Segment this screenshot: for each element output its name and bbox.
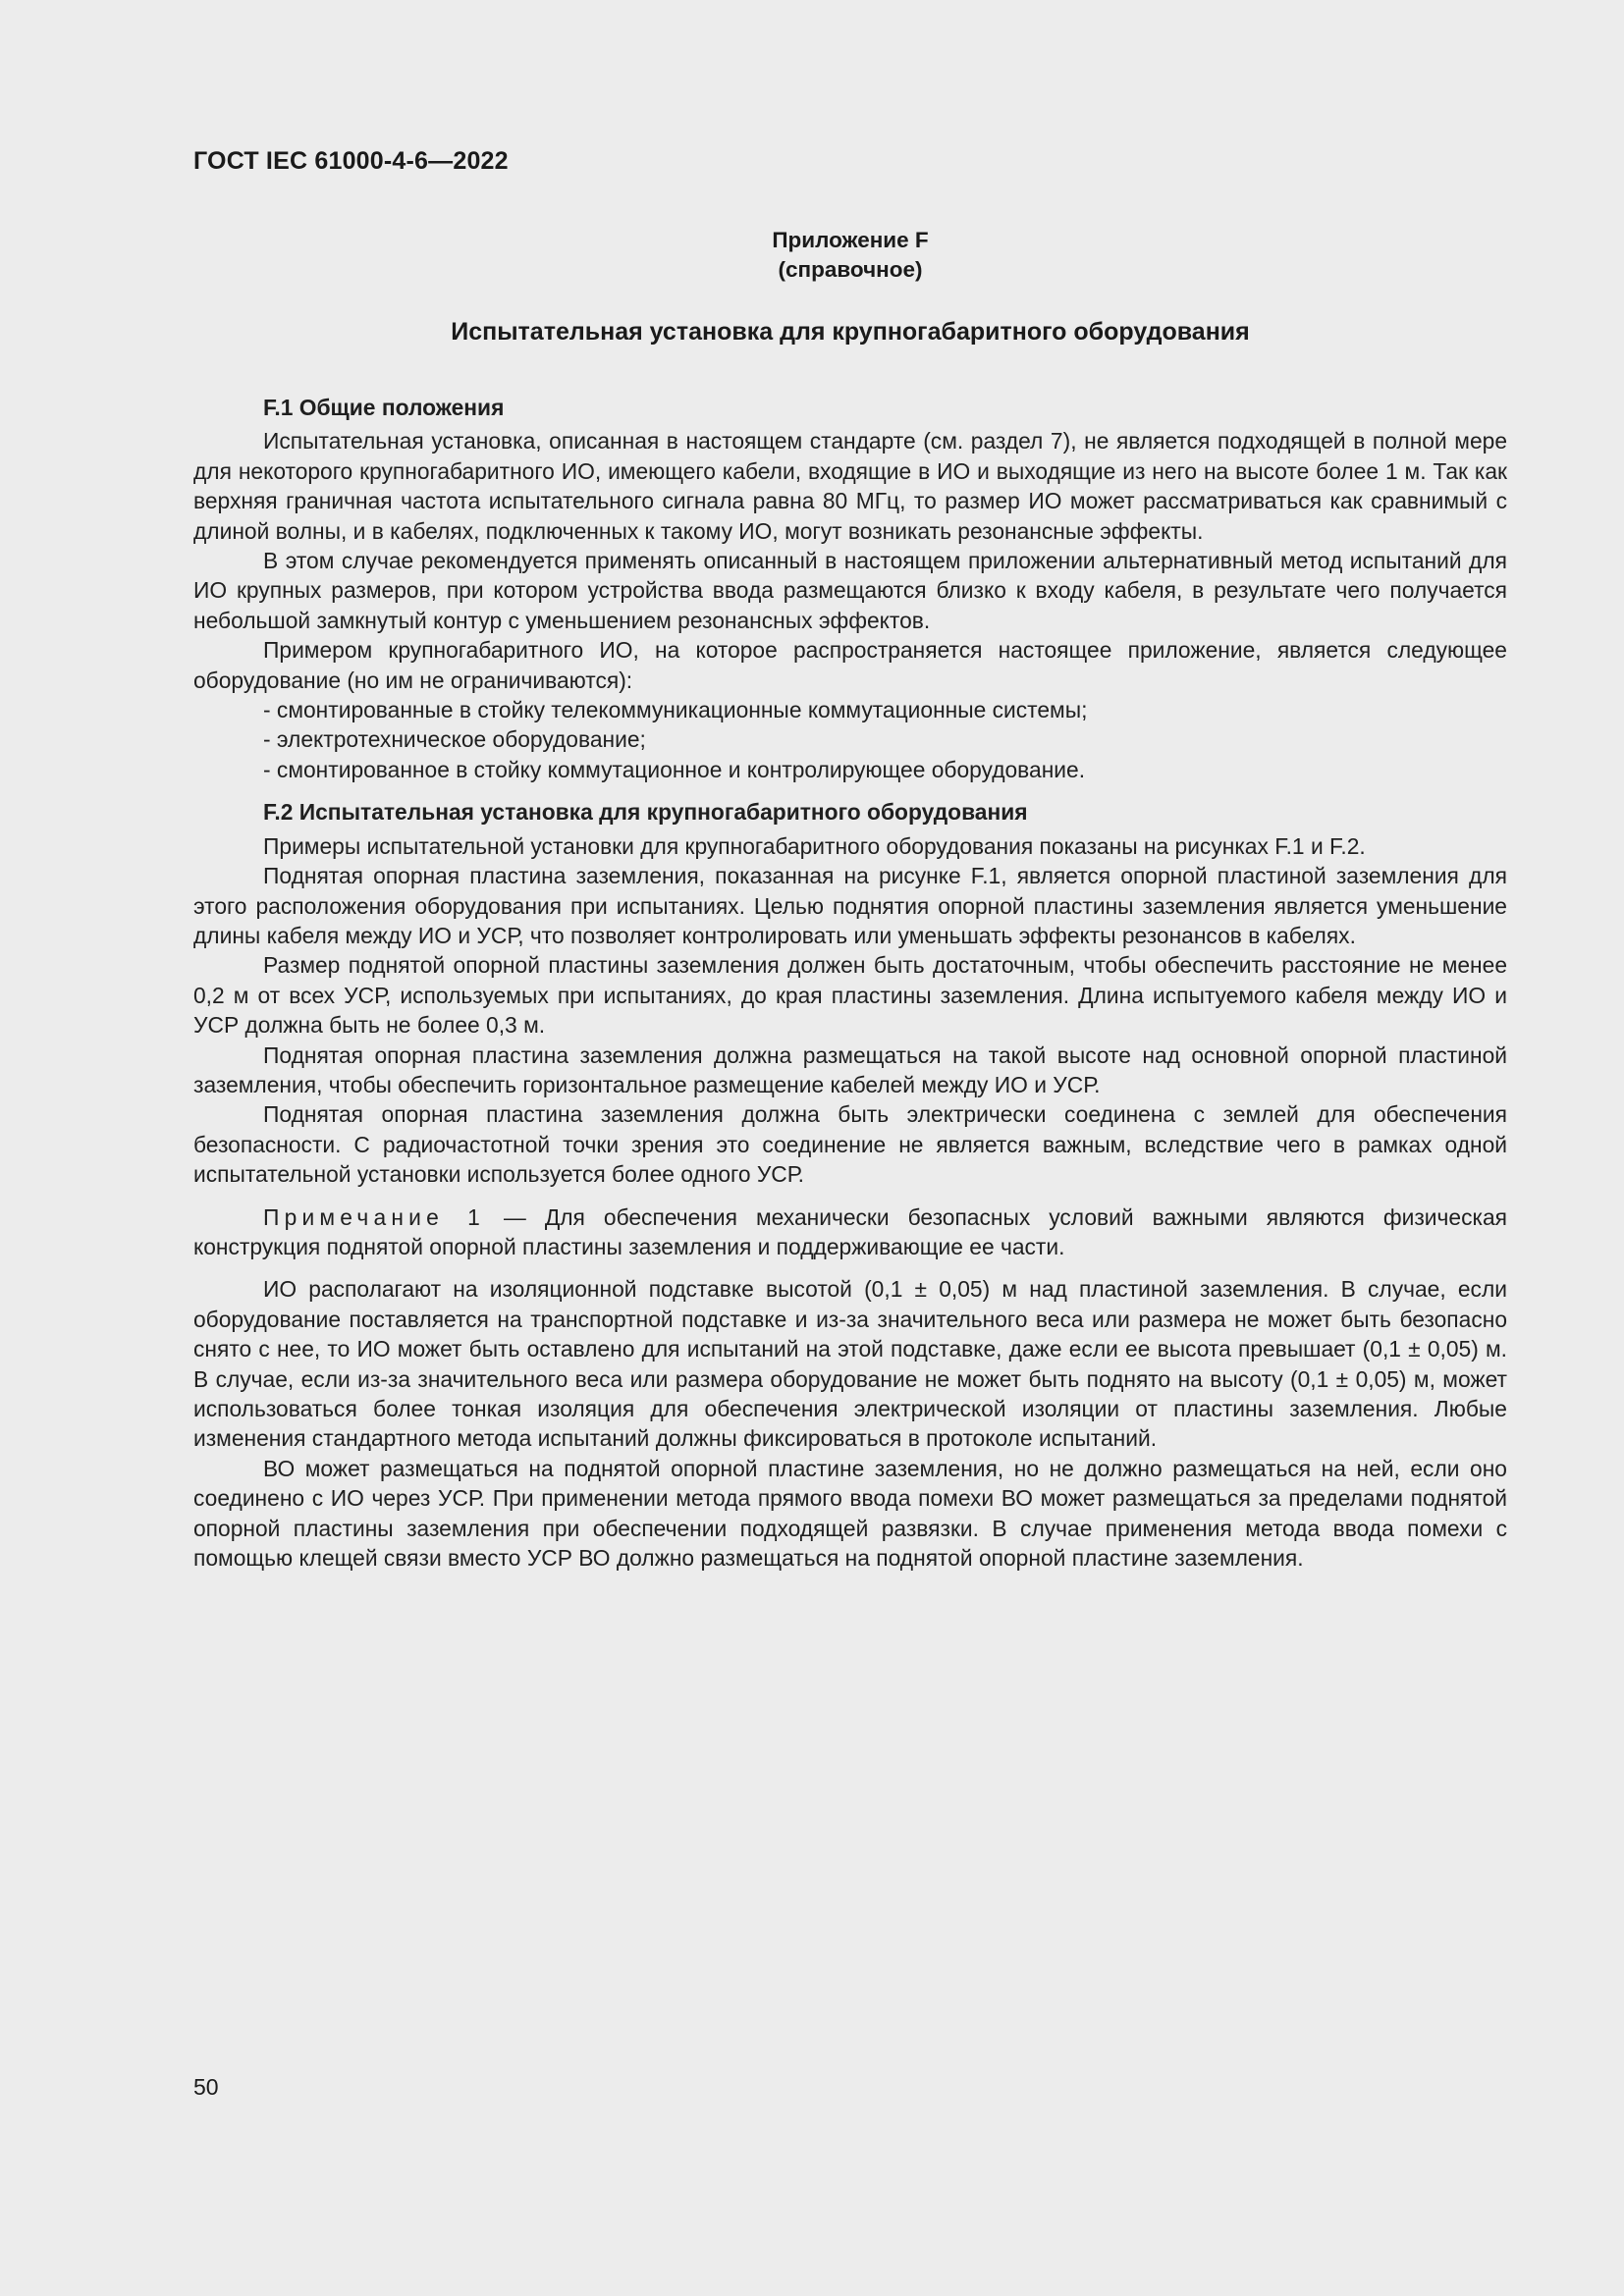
- appendix-heading: [193, 226, 1507, 285]
- section-f1-paragraph-1: Испытательная установка, описанная в настоящем стандарте (см. раздел 7), не является подходящей в полной мере для некоторого крупногабаритного ИО, имеющего кабели, входящие в ИО и выходящие из него на высоте более 1 м. Так как верхняя граничная частота испытательного сигнала равна 80 МГц, то размер ИО может рассматриваться как сравнимый с длиной волны, и в кабелях, подключенных к такому ИО, могут возникать резонансные эффекты.: [193, 428, 1507, 544]
- appendix-title: Испытательная установка для крупногабаритного оборудования: [451, 318, 1250, 346]
- section-f2-paragraph-3: Размер поднятой опорной пластины заземления должен быть достаточным, чтобы обеспечить расстояние не менее 0,2 м от всех УСР, используемых при испытаниях, до края пластины заземления. Длина испытуемого кабеля между ИО и УСР должна быть не более 0,3 м.: [193, 952, 1507, 1039]
- list-item: - смонтированные в стойку телекоммуникационные коммутационные системы;: [263, 697, 1088, 723]
- section-f1-paragraph-3: Примером крупногабаритного ИО, на которое распространяется настоящее приложение, является следующее оборудование (но им не ограничиваются):: [193, 637, 1507, 693]
- appendix-label: Приложение F: [772, 228, 929, 252]
- section-f1-paragraph-2: В этом случае рекомендуется применять описанный в настоящем приложении альтернативный метод испытаний для ИО крупных размеров, при котором устройства ввода размещаются близко к входу кабеля, в результате чего получается небольшой замкнутый контур с уменьшением резонансных эффектов.: [193, 548, 1507, 633]
- list-item: - электротехническое оборудование;: [263, 726, 646, 753]
- section-f2-paragraph-5: Поднятая опорная пластина заземления должна быть электрически соединена с землей для обеспечения безопасности. С радиочастотной точки зрения это соединение не является важным, вследствие чего в рамках одной испытательной установки используется более одного УСР.: [193, 1101, 1507, 1188]
- note-1: [193, 1202, 1507, 1262]
- document-page: [193, 0, 1507, 2296]
- document-body: [193, 393, 1507, 1573]
- note-text: — Для обеспечения механически безопасных условий важными являются физическая конструкция поднятой опорной пластины заземления и поддерживающие ее части.: [193, 1203, 1507, 1259]
- appendix-type: (справочное): [778, 257, 923, 282]
- document-code-header: ГОСТ IEC 61000-4-6—2022: [193, 147, 509, 175]
- section-f2-paragraph-1: Примеры испытательной установки для крупногабаритного оборудования показаны на рисунках F.1 и F.2.: [263, 832, 1366, 859]
- section-f2-heading: F.2 Испытательная установка для крупногабаритного оборудования: [263, 799, 1028, 826]
- page-number: 50: [193, 2074, 219, 2100]
- section-f1-heading: F.1 Общие положения: [263, 395, 505, 420]
- section-f2-paragraph-7: ВО может размещаться на поднятой опорной пластине заземления, но не должно размещаться на ней, если оно соединено с ИО через УСР. При применении метода прямого ввода помехи ВО может размещаться за пределами поднятой опорной пластины заземления при обеспечении подходящей развязки. В случае применения метода ввода помехи с помощью клещей связи вместо УСР ВО должно размещаться на поднятой опорной пластине заземления.: [193, 1455, 1507, 1572]
- section-f2-paragraph-6: ИО располагают на изоляционной подставке высотой (0,1 ± 0,05) м над пластиной заземления. В случае, если оборудование поставляется на транспортной подставке и из-за значительного веса или размера не может быть безопасно снято с нее, то ИО может быть оставлено для испытаний на этой подставке, даже если ее высота превышает (0,1 ± 0,05) м. В случае, если из-за значительного веса или размера оборудование не может быть поднято на высоту (0,1 ± 0,05) м, может использоваться более тонкая изоляция для обеспечения электрической изоляции от пластины заземления. Любые изменения стандартного метода испытаний должны фиксироваться в протоколе испытаний.: [193, 1276, 1507, 1452]
- section-f2-paragraph-2: Поднятая опорная пластина заземления, показанная на рисунке F.1, является опорной пластиной заземления для этого расположения оборудования при испытаниях. Целью поднятия опорной пластины заземления является уменьшение длины кабеля между ИО и УСР, что позволяет контролировать или уменьшать эффекты резонансов в кабелях.: [193, 863, 1507, 948]
- list-item: - смонтированное в стойку коммутационное и контролирующее оборудование.: [263, 756, 1086, 782]
- note-label: Примечание 1: [263, 1203, 486, 1230]
- section-f2-paragraph-4: Поднятая опорная пластина заземления должна размещаться на такой высоте над основной опорной пластиной заземления, чтобы обеспечить горизонтальное размещение кабелей между ИО и УСР.: [193, 1041, 1507, 1097]
